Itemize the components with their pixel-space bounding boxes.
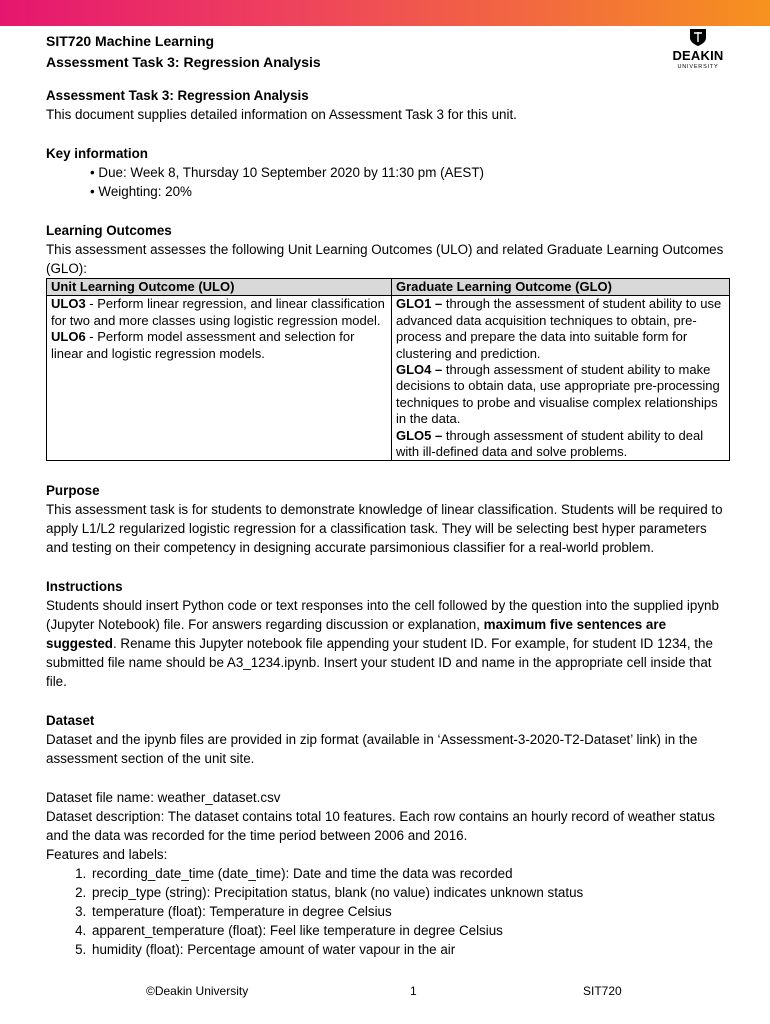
purpose-text: This assessment task is for students to demonstrate knowledge of linear classification. Students will be required to apply L1/L2 regularized logistic regression for a classification task. They will be selecting best hyper parameters and testing on their competency in designing accurate parsimonious classifier for a real-world problem. xyxy=(46,502,723,556)
instructions-text-part: Students should insert Python code or text responses into the cell followed by the question into the supplied ipynb (Jupyter Notebook) file. For answers regarding discussion or explanation, xyxy=(46,598,719,633)
ulo-code: ULO6 xyxy=(51,329,86,345)
learning-outcomes-heading: Learning Outcomes xyxy=(46,223,172,238)
learning-outcomes-table xyxy=(46,278,730,461)
glo-cell xyxy=(392,296,730,461)
glo-text: through assessment of student ability to deal with ill-defined data and solve problems. xyxy=(396,427,704,460)
crest-icon xyxy=(689,28,707,47)
logo-wordmark: DEAKIN xyxy=(672,48,724,63)
document-header xyxy=(46,31,321,73)
list-item: 4. apparent_temperature (float): Feel like temperature in degree Celsius xyxy=(90,921,730,940)
list-item: • Due: Week 8, Thursday 10 September 2020 by 11:30 pm (AEST) xyxy=(90,163,730,182)
instructions-text xyxy=(46,596,730,691)
glo-code: GLO5 – xyxy=(396,427,443,443)
ulo-column-header: Unit Learning Outcome (ULO) xyxy=(47,279,392,296)
learning-outcomes-text: This assessment assesses the following Unit Learning Outcomes (ULO) and related Graduate Learning Outcomes (GLO): xyxy=(46,242,724,276)
glo-column-header: Graduate Learning Outcome (GLO) xyxy=(392,279,730,296)
logo-subtext: UNIVERSITY xyxy=(677,64,719,70)
list-item: • Weighting: 20% xyxy=(90,182,730,201)
dataset-file-name: Dataset file name: weather_dataset.csv xyxy=(46,790,281,806)
list-item: 1. recording_date_time (date_time): Date and time the data was recorded xyxy=(90,864,730,883)
glo-code: GLO1 – xyxy=(396,296,443,312)
features-list xyxy=(46,864,730,959)
glo-code: GLO4 – xyxy=(396,362,443,378)
instructions-heading: Instructions xyxy=(46,579,123,595)
glo-text: through assessment of student ability to make decisions to obtain data, use appropriate pre-processing techniques to probe and visualise complex relationships in the data. xyxy=(396,362,720,427)
list-item: 3. temperature (float): Temperature in degree Celsius xyxy=(90,902,730,921)
list-item: 2. precip_type (string): Precipitation status, blank (no value) indicates unknown status xyxy=(90,883,730,902)
brand-gradient-bar xyxy=(0,0,770,26)
features-label: Features and labels: xyxy=(46,847,168,863)
deakin-logo xyxy=(668,28,728,90)
dataset-heading: Dataset xyxy=(46,713,95,729)
intro-text: This document supplies detailed information on Assessment Task 3 for this unit. xyxy=(46,107,517,122)
ulo-code: ULO3 xyxy=(51,296,86,312)
document-body xyxy=(46,86,730,959)
key-info-list xyxy=(46,163,730,201)
dataset-description: Dataset description: The dataset contains total 10 features. Each row contains an hourly record of weather status and the data was recorded for the time period between 2006 and 2016. xyxy=(46,809,715,844)
footer-page-number: 1 xyxy=(410,984,417,998)
ulo-text: - Perform linear regression, and linear classification for two and more classes using logistic regression model. xyxy=(51,296,385,328)
intro-heading: Assessment Task 3: Regression Analysis xyxy=(46,88,309,103)
purpose-heading: Purpose xyxy=(46,483,100,499)
list-item: 5. humidity (float): Percentage amount of water vapour in the air xyxy=(90,940,730,959)
key-info-heading: Key information xyxy=(46,146,148,161)
instructions-emphasis: maximum five sentences are suggested xyxy=(46,617,667,652)
footer-copyright: ©Deakin University xyxy=(146,984,249,998)
ulo-text: - Perform model assessment and selection for linear and logistic regression models. xyxy=(51,329,355,361)
unit-title: SIT720 Machine Learning xyxy=(46,33,215,49)
instructions-text-part: . Rename this Jupyter notebook file appending your student ID. For example, for student ID 1234, the submitted file name should be A3_1234.ipynb. Insert your student ID and name in the appropriate cell inside that file. xyxy=(46,636,713,690)
task-title: Assessment Task 3: Regression Analysis xyxy=(46,54,321,70)
ulo-cell xyxy=(47,296,392,461)
glo-text: through the assessment of student ability to use advanced data acquisition techniques to obtain, pre-process and prepare the data into suitable form for clustering and prediction. xyxy=(396,296,722,361)
footer-unit-code: SIT720 xyxy=(583,984,622,998)
dataset-text: Dataset and the ipynb files are provided in zip format (available in ‘Assessment-3-2020-T2-Dataset’ link) in the assessment section of the unit site. xyxy=(46,732,698,767)
